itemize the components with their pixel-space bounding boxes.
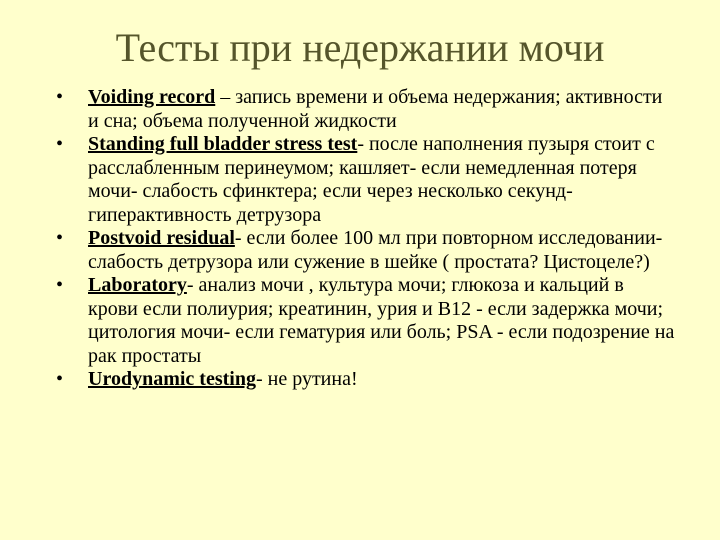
bullet-icon: • [56,368,64,390]
bullet-text: - анализ мочи , культура мочи; глюкоза и кальций в крови если полиурия; креатинин, урия и В12 - если задержка мочи; цитология мочи- если гематурия или боль; PSA - если подозрение на рак простаты [88,274,675,367]
bullet-text: - после наполнения пузыря стоит с расслабленным перинеумом; кашляет- если немедленная потеря мочи- слабость сфинктера; если через несколько секунд- гиперактивность детрузора [88,133,655,226]
bullet-item-laboratory [56,274,676,368]
bullet-term: Voiding record [88,86,216,108]
bullet-icon: • [56,227,64,249]
bullet-item-postvoid-residual [56,227,676,274]
bullet-text: – запись времени и объема недержания; активности и сна; объема полученной жидкости [88,86,663,132]
bullet-icon: • [56,133,64,155]
slide-title: Тесты при недержании мочи [115,25,605,70]
bullet-term: Standing full bladder stress test [88,133,358,155]
bullet-item-stress-test [56,133,676,227]
bullet-text: - не рутина! [255,368,358,390]
bullet-item-urodynamic-testing [56,368,676,392]
bullet-term: Laboratory [88,274,187,296]
bullet-term: Urodynamic testing [88,368,256,390]
bullet-icon: • [56,274,64,296]
bullet-icon: • [56,86,64,108]
bullet-list [56,86,676,392]
bullet-item-voiding-record [56,86,676,133]
bullet-term: Postvoid residual [88,227,235,249]
bullet-text: - если более 100 мл при повторном исследовании- слабость детрузора или сужение в шейке ( простата? Цистоцеле?) [88,227,663,273]
